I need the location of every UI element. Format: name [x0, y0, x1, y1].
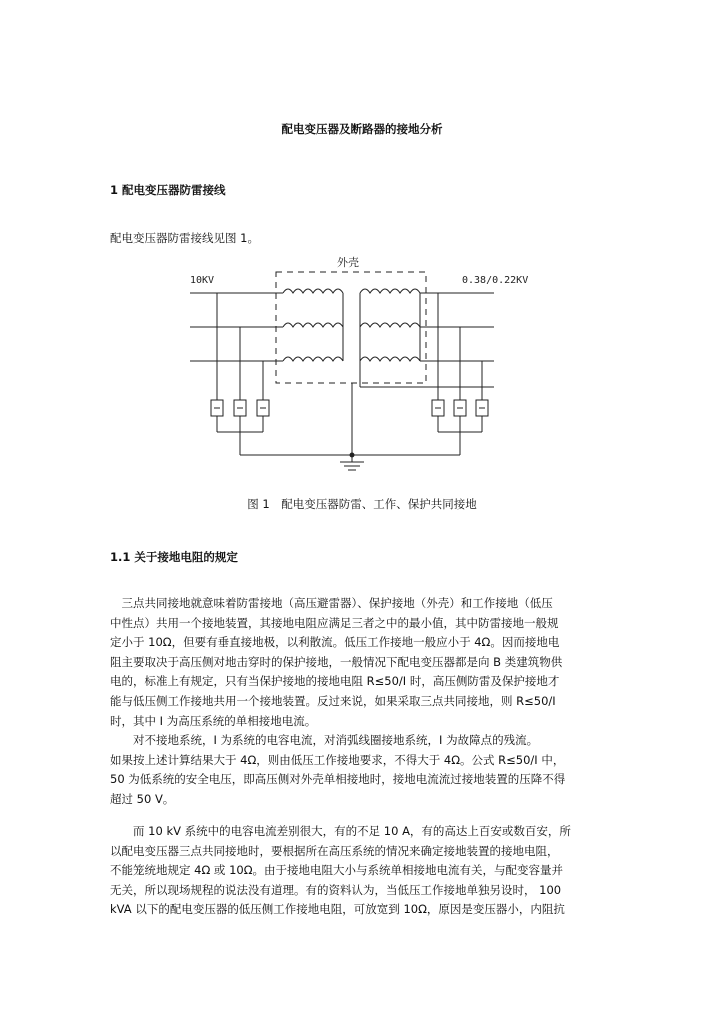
lv-winding-c: [360, 357, 420, 361]
hv-label: 10KV: [190, 275, 215, 286]
paragraph-1: [110, 594, 615, 731]
lv-winding-a: [360, 289, 420, 293]
paragraph-line: 阻主要取决于高压侧对地击穿时的保护接地，一般情况下配电变压器都是向 B 类建筑物供: [110, 654, 563, 669]
paragraph-line: 三点共同接地就意味着防雷接地（高压避雷器）、保护接地（外壳）和工作接地（低压: [110, 596, 553, 610]
intro-text: 配电变压器防雷接线见图 1。: [110, 231, 259, 245]
hv-winding-b: [283, 323, 343, 327]
case-label: 外壳: [337, 256, 359, 269]
paragraph-line: 不能笼统地规定 4Ω 或 10Ω。由于接地电阻大小与系统单相接地电流有关，与配变容量并: [110, 863, 563, 878]
paragraph-line: 无关，所以现场规程的说法没有道理。有的资料认为，当低压工作接地单独另设时， 100: [110, 882, 562, 897]
figure-1-wiring-diagram: [180, 250, 540, 475]
paragraph-2: [110, 731, 615, 809]
hv-winding-a: [283, 289, 343, 293]
paragraph-line: 而 10 kV 系统中的电容电流差别很大，有的不足 10 A，有的高达上百安或数百安，所: [110, 824, 571, 838]
paragraph-line: 超过 50 V。: [110, 791, 175, 806]
figure-1-caption: 图 1 配电变压器防雷、工作、保护共同接地: [247, 497, 477, 511]
section-1-1-heading: 1.1 关于接地电阻的规定: [110, 550, 238, 564]
paragraph-line: kVA 以下的配电变压器的低压侧工作接地电阻，可放宽到 10Ω，原因是变压器小，内阻抗: [110, 902, 565, 917]
hv-winding-c: [283, 357, 343, 361]
paragraph-line: 中性点）共用一个接地装置，其接地电阻应满足三者之中的最小值，其中防雷接地一般规: [110, 615, 559, 630]
paragraph-line: 对不接地系统，I 为系统的电容电流，对消弧线圈接地系统，I 为故障点的残流。: [110, 733, 539, 747]
paragraph-line: 如果按上述计算结果大于 4Ω，则由低压工作接地要求，不得大于 4Ω。公式 R≤50/I 中，: [110, 752, 565, 767]
section-1-heading: 1 配电变压器防雷接线: [110, 183, 226, 197]
document-title: 配电变压器及断路器的接地分析: [281, 122, 443, 136]
paragraph-line: 定小于 10Ω，但要有垂直接地极，以利散流。低压工作接地一般应小于 4Ω。因而接地电: [110, 635, 560, 650]
lv-label: 0.38/0.22KV: [462, 275, 529, 286]
paragraph-line: 电的，标准上有规定，只有当保护接地的接地电阻 R≤50/I 时，高压侧防雷及保护接地才: [110, 674, 560, 689]
paragraph-3: [110, 822, 615, 920]
paragraph-line: 时，其中 I 为高压系统的单相接地电流。: [110, 713, 317, 728]
paragraph-line: 50 为低系统的安全电压，即高压侧对外壳单相接地时，接地电流流过接地装置的压降不得: [110, 772, 566, 787]
paragraph-line: 以配电变压器三点共同接地时，要根据所在高压系统的情况来确定接地装置的接地电阻，: [110, 843, 559, 858]
wiring-diagram-svg: [180, 250, 540, 475]
lv-winding-b: [360, 323, 420, 327]
paragraph-line: 能与低压侧工作接地共用一个接地装置。反过来说，如果采取三点共同接地，则 R≤50/I: [110, 693, 556, 708]
